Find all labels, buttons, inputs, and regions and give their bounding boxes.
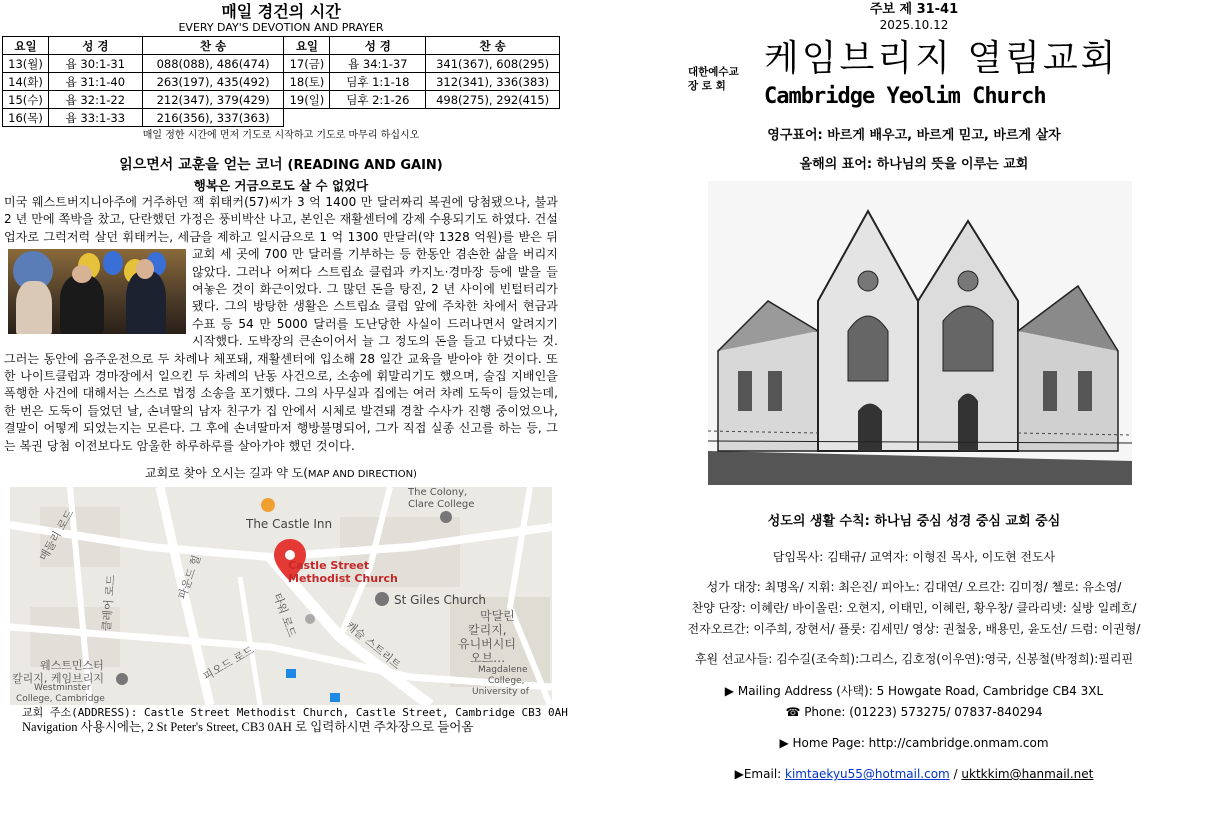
- cell: 딤후 1:1-18: [330, 73, 426, 91]
- email-link-1[interactable]: kimtaekyu55@hotmail.com: [785, 767, 950, 781]
- cell: 13(월): [3, 55, 49, 73]
- map[interactable]: [10, 487, 552, 705]
- cell: 312(341), 336(383): [426, 73, 560, 91]
- map-label-road-1: 캐슬 스트리트: [343, 618, 404, 673]
- reading-section-title: [0, 156, 562, 175]
- cell: 216(356), 337(363): [142, 109, 284, 127]
- cell: [426, 109, 560, 127]
- motto-permanent: 영구표어: 바르게 배우고, 바르게 믿고, 바르게 살자: [767, 128, 1061, 143]
- cell: 욥 32:1-22: [48, 91, 142, 109]
- reading-title-en: (READING AND GAIN): [287, 158, 443, 173]
- cell: [284, 109, 330, 127]
- map-label-magdalene-en-2: College,: [488, 676, 525, 687]
- cell: 딤후 2:1-26: [330, 91, 426, 109]
- map-label-methodist-2: Methodist Church: [288, 572, 398, 586]
- table-row: [3, 73, 560, 91]
- right-page: [620, 0, 1208, 820]
- missionaries-line: 후원 선교사들: 김수길(조숙희):그리스, 김호정(이우연):영국, 신봉철(박정희):필리핀: [694, 652, 1134, 666]
- map-label-magdalene-ko-3: 유니버시티: [458, 637, 516, 652]
- cell: 18(토): [284, 73, 330, 91]
- cell: 욥 34:1-37: [330, 55, 426, 73]
- cell: 19(일): [284, 91, 330, 109]
- navigation-note: Navigation 사용시에는, 2 St Peter's Street, CB3 0AH 로 입력하시면 주차장으로 들어옴: [22, 720, 474, 735]
- map-title-en: MAP AND DIRECTION): [307, 469, 417, 481]
- cell: 16(목): [3, 109, 49, 127]
- cell: 욥 30:1-31: [48, 55, 142, 73]
- devotion-table: [2, 36, 560, 127]
- choir-line-1: 성가 대장: 최명옥/ 지휘: 최은진/ 피아노: 김대연/ 오르간: 김미정/ 첼로: 유소영/: [706, 580, 1122, 594]
- church-header: [620, 33, 1208, 113]
- map-title-ko: 교회로 찾아 오시는 길과 약 도(: [145, 466, 308, 481]
- article-text-rest: 기부하는 등 한동안 겸손한 삶을 버리지 않았다. 그러나 어쩌다 스트립쇼 클럽과 카지노·경마장 등에 발을 들여놓은 것이 화근이었다. 그 많던 돈을 탕진, 2 년 사이에 빈털터리가 됐다. 그의 방탕한 생활은 스트립쇼 클럽 앞에 주차한 차에서 현금과 수표 등 54 만 5000 달러를 도난당한 사실이 드러나면서 알려지기 시작했다. 도박장의 큰손이어서 늘 그 정도의 돈을 들고 다녔다는 것. 그러는 동안에 음주운전으로 두 차례나 체포돼, 재활센터에 입소해 28 일간 교육을 받아야 한 것이다. 또한 나이트클럽과 경마장에서 일으킨 두 차례의 난동 사건으로, 소송에 휘말리기도 했으며, 술집 지배인을 폭행한 사건에 대해서는 스스로 법정 소송을 포기했다. 그의 사무실과 집에는 여러 차례 도둑이 들었는데, 한 번은 도둑이 들었던 날, 손녀딸의 남자 친구가 집 안에서 시체로 발견돼 경찰 수사가 진행 중이었으나, 결말이 어떻게 되었는지는 모른다. 그 후에 손녀딸마저 행방불명되어, 그가 직접 실종 신고를 하는 등, 그는 복권 당첨 이전보다도 암울한 하루하루를 살아가야 했던 것이다.: [4, 247, 558, 453]
- map-label-westminster-ko-1: 웨스트민스터: [40, 659, 104, 673]
- header-cell: 찬 송: [426, 37, 560, 55]
- map-label-methodist-1: Castle Street: [288, 559, 370, 573]
- header-cell: 성 경: [48, 37, 142, 55]
- cell: 341(367), 608(295): [426, 55, 560, 73]
- map-label-road-2: 매들리 로드: [36, 507, 77, 564]
- choir-line-3: 전자오르간: 이주희, 장현서/ 플룻: 김세민/ 영상: 권철웅, 배용민, 윤도선/ 드럼: 이권형/: [687, 622, 1141, 636]
- map-label-road-3: 클레어 로드: [99, 574, 118, 632]
- bulletin-number: 주보 제 31-41: [869, 2, 959, 17]
- devotion-title: 매일 경건의 시간: [221, 2, 341, 21]
- map-label-magdalene-ko-4: 오브…: [470, 651, 506, 666]
- map-label-clare: Clare College: [408, 499, 475, 511]
- choir-line-2: 찬양 단장: 이혜란/ 바이올린: 오현지, 이태민, 이혜린, 황우창/ 클라리넷: 실방 일레흐/: [691, 601, 1137, 615]
- header-cell: 요일: [3, 37, 49, 55]
- map-label-st-giles: St Giles Church: [394, 593, 487, 608]
- cell: 17(금): [284, 55, 330, 73]
- life-rule: 성도의 생활 수칙: 하나님 중심 성경 중심 교회 중심: [767, 514, 1061, 529]
- map-label-colony: The Colony,: [408, 487, 468, 499]
- header-cell: 성 경: [330, 37, 426, 55]
- cell: 088(088), 486(474): [142, 55, 284, 73]
- article-photo: [8, 249, 186, 334]
- map-label-castle-inn: The Castle Inn: [246, 517, 333, 532]
- cell: [330, 109, 426, 127]
- cell: 263(197), 435(492): [142, 73, 284, 91]
- map-label-road-4: 파운드 힐: [175, 553, 204, 602]
- map-label-road-5: 피오드 로드: [200, 643, 257, 684]
- phone-number: ☎ Phone: (01223) 573275/ 07837-840294: [785, 705, 1043, 719]
- table-row: [3, 91, 560, 109]
- table-row: [3, 55, 560, 73]
- denomination-line-1: 대한예수교: [688, 66, 739, 78]
- denomination: [688, 65, 739, 93]
- article-title: 행복은 거금으로도 살 수 없었다: [193, 178, 369, 193]
- left-page: [0, 0, 568, 820]
- devotion-subtitle: EVERY DAY'S DEVOTION AND PRAYER: [178, 21, 384, 34]
- devotion-note: 매일 정한 시간에 먼저 기도로 시작하고 기도로 마무리 하십시오: [142, 130, 420, 141]
- header-cell: 요일: [284, 37, 330, 55]
- homepage: ▶ Home Page: http://cambridge.onmam.com: [779, 736, 1049, 750]
- church-name-en: Cambridge Yeolim Church: [764, 84, 1046, 109]
- devotion-header-row: [3, 37, 560, 55]
- cell: 212(347), 379(429): [142, 91, 284, 109]
- cell: 욥 33:1-33: [48, 109, 142, 127]
- church-address: 교회 주소(ADDRESS): Castle Street Methodist Church, Castle Street, Cambridge CB3 0AH: [22, 706, 568, 720]
- map-label-magdalene-ko-2: 칼리지,: [468, 623, 507, 638]
- cell: 14(화): [3, 73, 49, 91]
- church-drawing-art: [708, 181, 1132, 485]
- church-name-ko: 케임브리지 열림교회: [764, 38, 1119, 79]
- table-row: [3, 109, 560, 127]
- header-cell: 찬 송: [142, 37, 284, 55]
- map-label-road-6: 타워 로드: [270, 591, 299, 640]
- cell: 15(수): [3, 91, 49, 109]
- map-label-magdalene-en-1: Magdalene: [478, 665, 528, 676]
- cell: 498(275), 292(415): [426, 91, 560, 109]
- email-prefix: ▶Email:: [734, 767, 786, 781]
- pastor-line: 담임목사: 김태규/ 교역자: 이형진 목사, 이도현 전도사: [772, 550, 1056, 564]
- reading-title-ko: 읽으면서 교훈을 얻는 코너: [119, 157, 283, 173]
- article-body: [4, 194, 558, 455]
- map-label-magdalene-ko-1: 막달린: [480, 609, 515, 624]
- motto-year: 올해의 표어: 하나님의 뜻을 이루는 교회: [799, 157, 1029, 172]
- denomination-line-2: 장 로 회: [688, 80, 726, 92]
- map-label-westminster-en-1: Westminster: [34, 683, 91, 694]
- email-separator: /: [949, 767, 962, 781]
- map-label-westminster-en-2: College, Cambridge: [16, 694, 105, 705]
- article-text-top: 미국 웨스트버지니아주에 거주하던 잭 휘태커(57)씨가 3 억 1400 만 달러짜리 복권에 당첨됐으나, 불과 2 년 만에 쪽박을 찼고, 단란했던 가정은 풍비박산 나고, 본인은 재활센터에 강제 수용되기도 하였다. 건설업자로 그럭저럭 살던 휘태커는, 세금을 제하고 일시금으로 1 억 1300 만달러(약 1328 억원)를 받은 뒤 교회 세 곳에 700 만 달러를: [4, 195, 558, 262]
- cell: 욥 31:1-40: [48, 73, 142, 91]
- bulletin-date: 2025.10.12: [879, 18, 949, 32]
- email-link-2[interactable]: uktkkim@hanmail.net: [961, 767, 1094, 781]
- email-line: [620, 766, 1208, 783]
- map-label-westminster-ko-2: 칼리지, 케임브리지: [12, 672, 105, 686]
- map-label-magdalene-en-3: University of: [472, 687, 529, 698]
- church-drawing: [708, 181, 1132, 485]
- mailing-address: ▶ Mailing Address (사택): 5 Howgate Road, Cambridge CB4 3XL: [724, 684, 1104, 698]
- map-section-title: [0, 465, 562, 483]
